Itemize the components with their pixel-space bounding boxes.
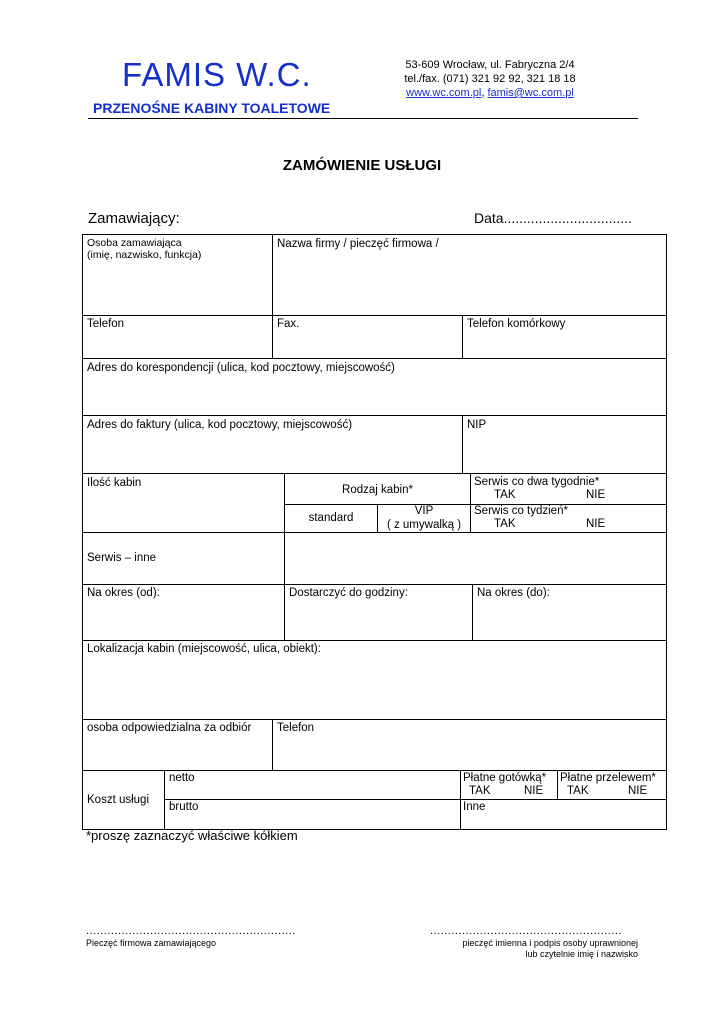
transfer-no[interactable]: NIE [628,785,648,797]
pickup-phone-label: Telefon [277,722,315,734]
service-biweekly-label: Serwis co dwa tygodnie* [474,476,600,488]
company-brand: FAMIS W.C. [122,56,312,93]
period-to-label: Na okres (do): [477,587,550,599]
mobile-label: Telefon komórkowy [467,318,566,330]
fax-label: Fax. [277,318,300,330]
cash-no[interactable]: NIE [524,785,544,797]
row-divider [83,770,666,771]
col-divider [462,315,463,358]
weekly-yes[interactable]: TAK [494,518,516,530]
person-label: Osoba zamawiająca [87,237,182,249]
link-separator: , [481,87,488,99]
orderer-label: Zamawiający: [88,210,180,227]
col-divider [472,584,473,640]
col-divider [462,415,463,473]
row-divider [83,473,666,474]
person-hint: (imię, nazwisko, funkcja) [87,249,202,261]
phone-label: Telefon [87,318,125,330]
signature-line-left: ........................................................... [86,925,296,937]
row-divider [83,415,666,416]
row-divider [83,315,666,316]
document-title: ZAMÓWIENIE USŁUGI [282,157,442,174]
row-divider [83,640,666,641]
footnote: *proszę zaznaczyć właściwe kółkiem [86,828,298,843]
correspondence-label: Adres do korespondencji (ulica, kod pocztowy, miejscowość) [87,362,395,374]
col-divider [284,532,285,584]
company-label: Nazwa firmy / pieczęć firmowa / [277,238,439,250]
invoice-address-label: Adres do faktury (ulica, kod pocztowy, miejscowość) [87,419,353,431]
col-divider [164,770,165,829]
vip-option[interactable]: VIP [414,505,434,517]
nip-label: NIP [467,419,487,431]
phone-line: tel./fax. (071) 321 92 92, 321 18 18 [404,73,576,85]
biweekly-yes[interactable]: TAK [494,489,516,501]
col-divider [470,473,471,532]
signature-line-right: ...................................................... [430,925,623,937]
gross-label: brutto [169,801,199,813]
pickup-person-label: osoba odpowiedzialna za odbiór [87,722,252,734]
cabin-type-label: Rodzaj kabin* [342,484,413,496]
row-divider [83,584,666,585]
cabin-count-label: Ilość kabin [87,477,142,489]
cash-payment-label: Płatne gotówką* [463,772,547,784]
other-payment-label: Inne [463,801,486,813]
service-other-label: Serwis – inne [87,552,157,564]
col-divider [272,235,273,315]
transfer-payment-label: Płatne przelewem* [560,772,656,784]
location-label: Lokalizacja kabin (miejscowość, ulica, obiekt): [87,643,321,655]
row-divider [83,532,666,533]
company-tagline: PRZENOŚNE KABINY TOALETOWE [93,100,331,116]
col-divider [460,770,461,829]
cost-label: Koszt usługi [87,794,150,806]
signature-label-right-1: pieczęć imienna i podpis osoby uprawnionej [462,938,638,948]
col-divider [284,584,285,640]
net-label: netto [169,772,195,784]
col-divider [557,770,558,799]
address-line: 53-609 Wrocław, ul. Fabryczna 2/4 [405,59,575,71]
row-divider [83,719,666,720]
company-contact [380,58,600,100]
signature-label-left: Pieczęć firmowa zamawiającego [86,938,217,948]
header-divider [88,118,638,119]
period-from-label: Na okres (od): [87,587,160,599]
vip-note: ( z umywalką ) [386,519,462,531]
date-field[interactable]: Data................................. [474,210,632,226]
signature-label-right-2: lub czytelnie imię i nazwisko [525,949,638,959]
col-divider [272,315,273,358]
website-link[interactable]: www.wc.com.pl [406,87,482,99]
web-line [380,86,600,100]
standard-option[interactable]: standard [308,512,354,524]
row-divider [164,799,666,800]
service-weekly-label: Serwis co tydzień* [474,505,568,517]
biweekly-no[interactable]: NIE [586,489,606,501]
transfer-yes[interactable]: TAK [567,785,589,797]
cash-yes[interactable]: TAK [469,785,491,797]
row-divider [83,358,666,359]
order-form-table [82,234,667,830]
deliver-by-label: Dostarczyć do godziny: [289,587,408,599]
email-link[interactable]: famis@wc.com.pl [487,87,574,99]
col-divider [272,719,273,770]
weekly-no[interactable]: NIE [586,518,606,530]
